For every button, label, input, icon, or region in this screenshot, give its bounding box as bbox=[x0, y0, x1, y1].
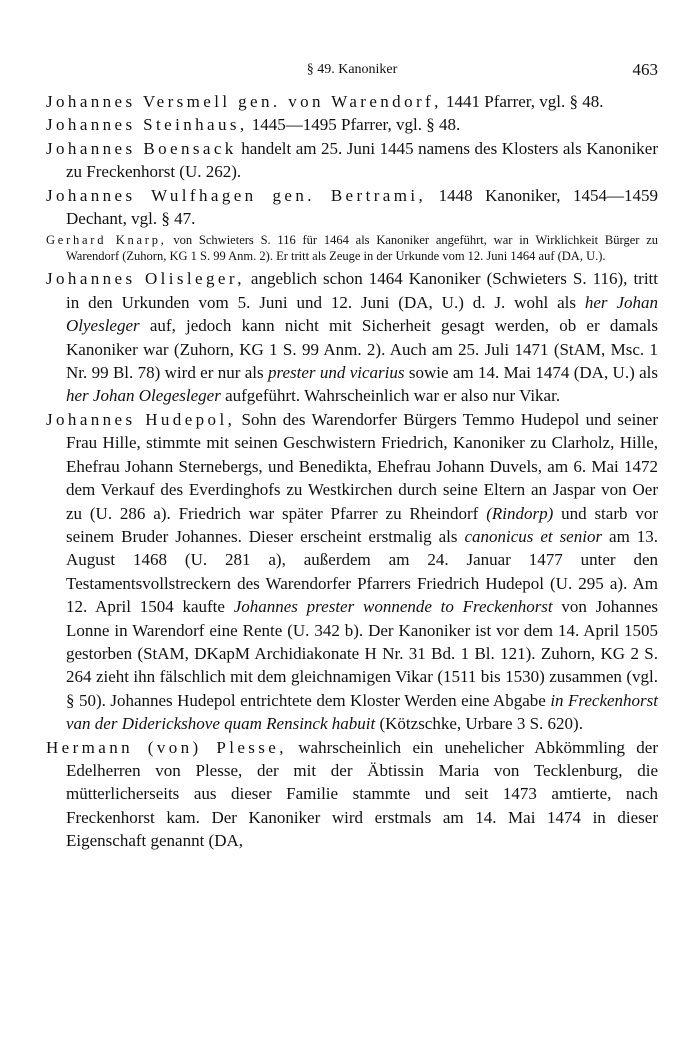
entry-wulfhagen bbox=[46, 184, 658, 231]
entry-name: Johannes Hudepol, bbox=[46, 409, 236, 429]
entry-steinhaus bbox=[46, 113, 658, 136]
entry-text: und starb vor seinem Bruder Johannes. Dieser erscheint erstmalig als bbox=[66, 503, 658, 546]
entry-quote: her Johan Olegesleger bbox=[66, 386, 221, 406]
entry-versmell bbox=[46, 90, 658, 113]
entry-name: Hermann (von) Plesse, bbox=[46, 737, 287, 757]
entry-text: 1448 Kanoniker, 1454—1459 Dechant, vgl. § 47. bbox=[66, 185, 658, 229]
entry-text: von Schwieters S. 116 für 1464 als Kanoniker angeführt, war in Wirklichkeit Bürger zu Warendorf (Zuhorn, KG 1 S. 99 Anm. 2). Er tritt als Zeuge in der Urkunde vom 12. Juni 1464 auf (DA, U.). bbox=[66, 233, 659, 263]
entry-text: Sohn des Warendorfer Bürgers Temmo Hudepol und seiner Frau Hille, stimmte mit seinen Geschwistern Friedrich, Kanoniker zu Clarholz, Hille, Ehefrau Johann Sternebergs, und Benedikta, Ehefrau Johann Duvels, am 6. Mai 1472 dem Verkauf des Everdinghofs zu Westkirchen durch seine Eltern an Jaspar von Oer zu (U. 286 a). Friedrich war später Pfarrer zu Rheindorf bbox=[66, 409, 658, 523]
entry-quote: (Rindorp) bbox=[486, 503, 554, 523]
entry-quote: her Johan Olyesleger bbox=[66, 292, 658, 336]
entry-text: 1445—1495 Pfarrer, vgl. § 48. bbox=[247, 115, 461, 135]
entry-text: 1441 Pfarrer, vgl. § 48. bbox=[441, 92, 604, 111]
entry-text: sowie am 14. Mai 1474 (DA, U.) als bbox=[404, 363, 658, 383]
page-number: 463 bbox=[632, 60, 658, 79]
entry-text: angeblich schon 1464 Kanoniker (Schwieters S. 116), tritt in den Urkunden vom 5. Juni und 12. Juni (DA, U.) d. J. wohl als bbox=[66, 269, 658, 312]
entry-quote: prester und vicarius bbox=[268, 363, 405, 383]
entry-text: auf, jedoch kann nicht mit Sicherheit gesagt werden, ob er damals Kanoniker war (Zuhorn, KG 1 S. 99 Anm. 2). Auch am 25. Juli 1471 (StAM, Msc. 1 Nr. 99 Bl. 78) wird er nur als bbox=[66, 316, 658, 383]
section-title: § 49. Kanoniker bbox=[306, 62, 398, 77]
entry-text: wahrscheinlich ein unehelicher Abkömmling der Edelherren von Plesse, der mit der Äbtissin Maria von Tecklenburg, die mütterlicherseits aus dieser Familie stammte und seit 1473 amtierte, nach Freckenhorst kam. Der Kanoniker wird erstmals am 14. Mai 1474 in dieser Eigenschaft genannt (DA, bbox=[66, 737, 658, 851]
entry-quote: canonicus et senior bbox=[464, 526, 603, 546]
entry-quote: Johannes prester wonnende to Freckenhorst bbox=[233, 597, 553, 617]
entry-name: Johannes Boensack bbox=[46, 138, 237, 158]
entry-knarp bbox=[46, 233, 658, 264]
entry-olisleger bbox=[46, 267, 658, 407]
entry-name: Johannes Olisleger, bbox=[46, 269, 245, 289]
entry-plesse bbox=[46, 736, 658, 853]
entry-text: aufgeführt. Wahrscheinlich war er also nur Vikar. bbox=[220, 386, 561, 406]
running-header bbox=[46, 60, 658, 84]
document-body bbox=[46, 90, 658, 853]
entry-name: Johannes Steinhaus, bbox=[46, 115, 248, 135]
entry-name: Gerhard Knarp, bbox=[46, 233, 167, 248]
entry-boensack bbox=[46, 137, 658, 184]
entry-text: handelt am 25. Juni 1445 namens des Klosters als Kanoniker zu Freckenhorst (U. 262). bbox=[66, 138, 658, 182]
entry-text: (Kötzschke, Urbare 3 S. 620). bbox=[375, 714, 583, 734]
entry-name: Johannes Wulfhagen gen. Bertrami, bbox=[46, 185, 427, 205]
entry-hudepol bbox=[46, 408, 658, 736]
entry-text: am 13. August 1468 (U. 281 a), außerdem am 24. Januar 1477 unter den Testamentsvollstreckern des Warendorfer Pfarrers Friedrich Hudepol (U. 295 a). Am 12. April 1504 kaufte bbox=[66, 526, 658, 617]
entry-name: Johannes Versmell gen. von Warendorf, bbox=[46, 92, 442, 111]
entry-quote: in Freckenhorst van der Diderickshove quam Rensinck habuit bbox=[66, 690, 659, 734]
entry-text: von Johannes Lonne in Warendorf eine Rente (U. 342 b). Der Kanoniker ist vor dem 14. April 1505 gestorben (StAM, DKapM Archidiakonate H Nr. 31 Bd. 1 Bl. 121). Zuhorn, KG 2 S. 264 zieht ihn fälschlich mit dem gleichnamigen Vikar (1511 bis 1530) zusammen (vgl. § 50). Johannes Hudepol entrichtete dem Kloster Werden eine Abgabe bbox=[66, 597, 658, 710]
